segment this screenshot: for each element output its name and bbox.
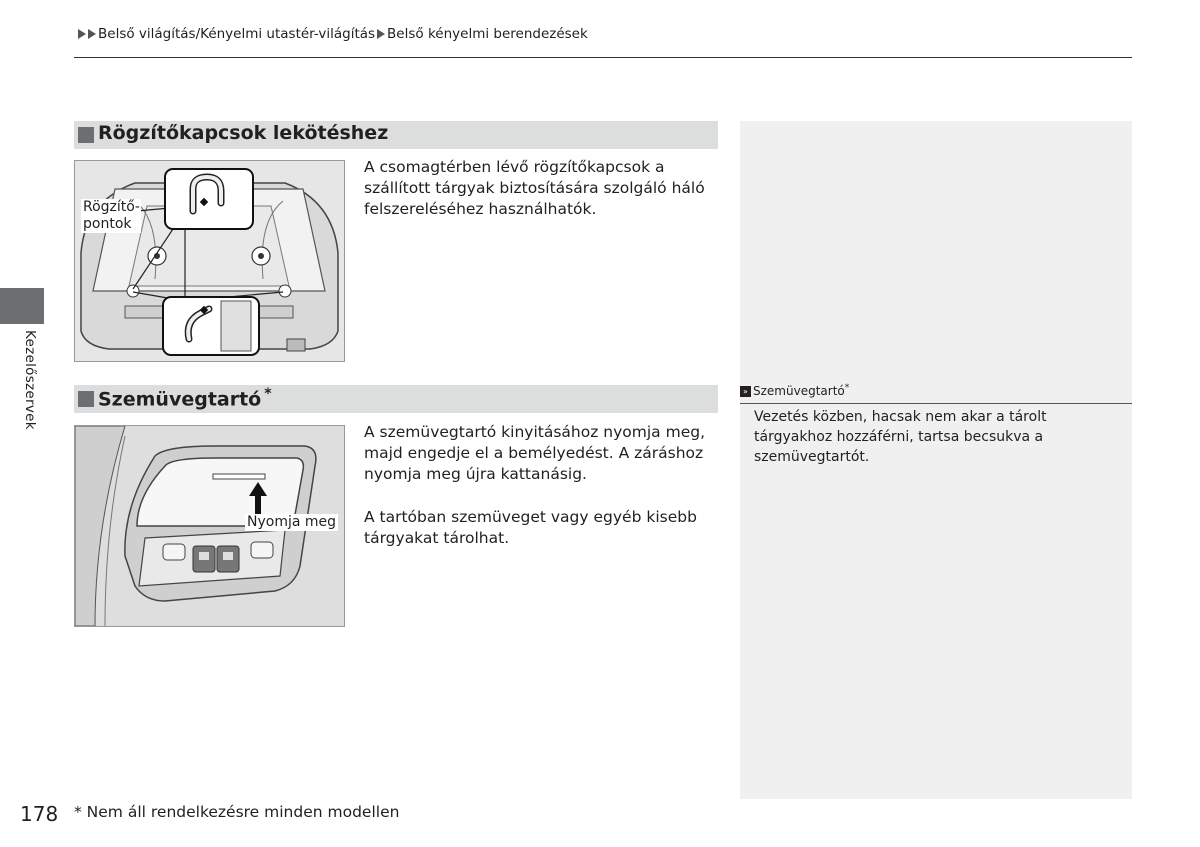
section-square-icon <box>78 127 94 143</box>
footnote-marker: * <box>264 386 272 402</box>
paragraph: A csomagtérben lévő rögzítőkapcsok a szállított tárgyak biztosítására szolgáló háló felszereléséhez használhatók. <box>364 158 705 218</box>
arrow-icon <box>88 29 96 39</box>
section-body <box>364 157 724 220</box>
paragraph: A szemüvegtartó kinyitásához nyomja meg, majd engedje el a bemélyedést. A záráshoz nyomja meg újra kattanásig. <box>364 423 705 483</box>
sunglasses-holder-illustration <box>74 425 345 627</box>
double-chevron-icon: » <box>740 386 751 397</box>
paragraph: A tartóban szemüveget vagy egyéb kisebb tárgyakat tárolhat. <box>364 508 697 547</box>
anchor-points-label: Rögzítő- pontok <box>83 199 140 232</box>
header-divider <box>74 57 1132 58</box>
section-body <box>364 422 724 549</box>
press-here-label: Nyomja meg <box>247 514 337 530</box>
cargo-hooks-illustration <box>74 160 345 362</box>
page-number: 178 <box>20 802 59 826</box>
sidenote-divider <box>740 403 1132 404</box>
section-heading-sunglasses <box>74 385 718 413</box>
section-square-icon <box>78 391 94 407</box>
section-title: Szemüvegtartó * <box>98 386 272 411</box>
breadcrumb-item[interactable]: Belső kényelmi berendezések <box>387 26 588 42</box>
breadcrumb-item[interactable]: Belső világítás/Kényelmi utastér-világítás <box>98 26 376 42</box>
section-title: Rögzítőkapcsok lekötéshez <box>98 122 389 144</box>
breadcrumb <box>78 26 588 42</box>
section-heading-hooks <box>74 121 718 149</box>
sidenote-text: Vezetés közben, hacsak nem akar a tárolt tárgyakhoz hozzáférni, tartsa becsukva a szemüvegtartót. <box>754 409 1047 465</box>
chapter-tab[interactable] <box>0 288 44 324</box>
trunk-drawing <box>75 161 344 361</box>
arrow-icon <box>377 29 385 39</box>
chapter-tab-label: Kezelőszervek <box>22 330 38 430</box>
arrow-icon <box>78 29 86 39</box>
sidenote-heading: » Szemüvegtartó* <box>740 383 1132 398</box>
footnote: * Nem áll rendelkezésre minden modellen <box>74 803 400 821</box>
